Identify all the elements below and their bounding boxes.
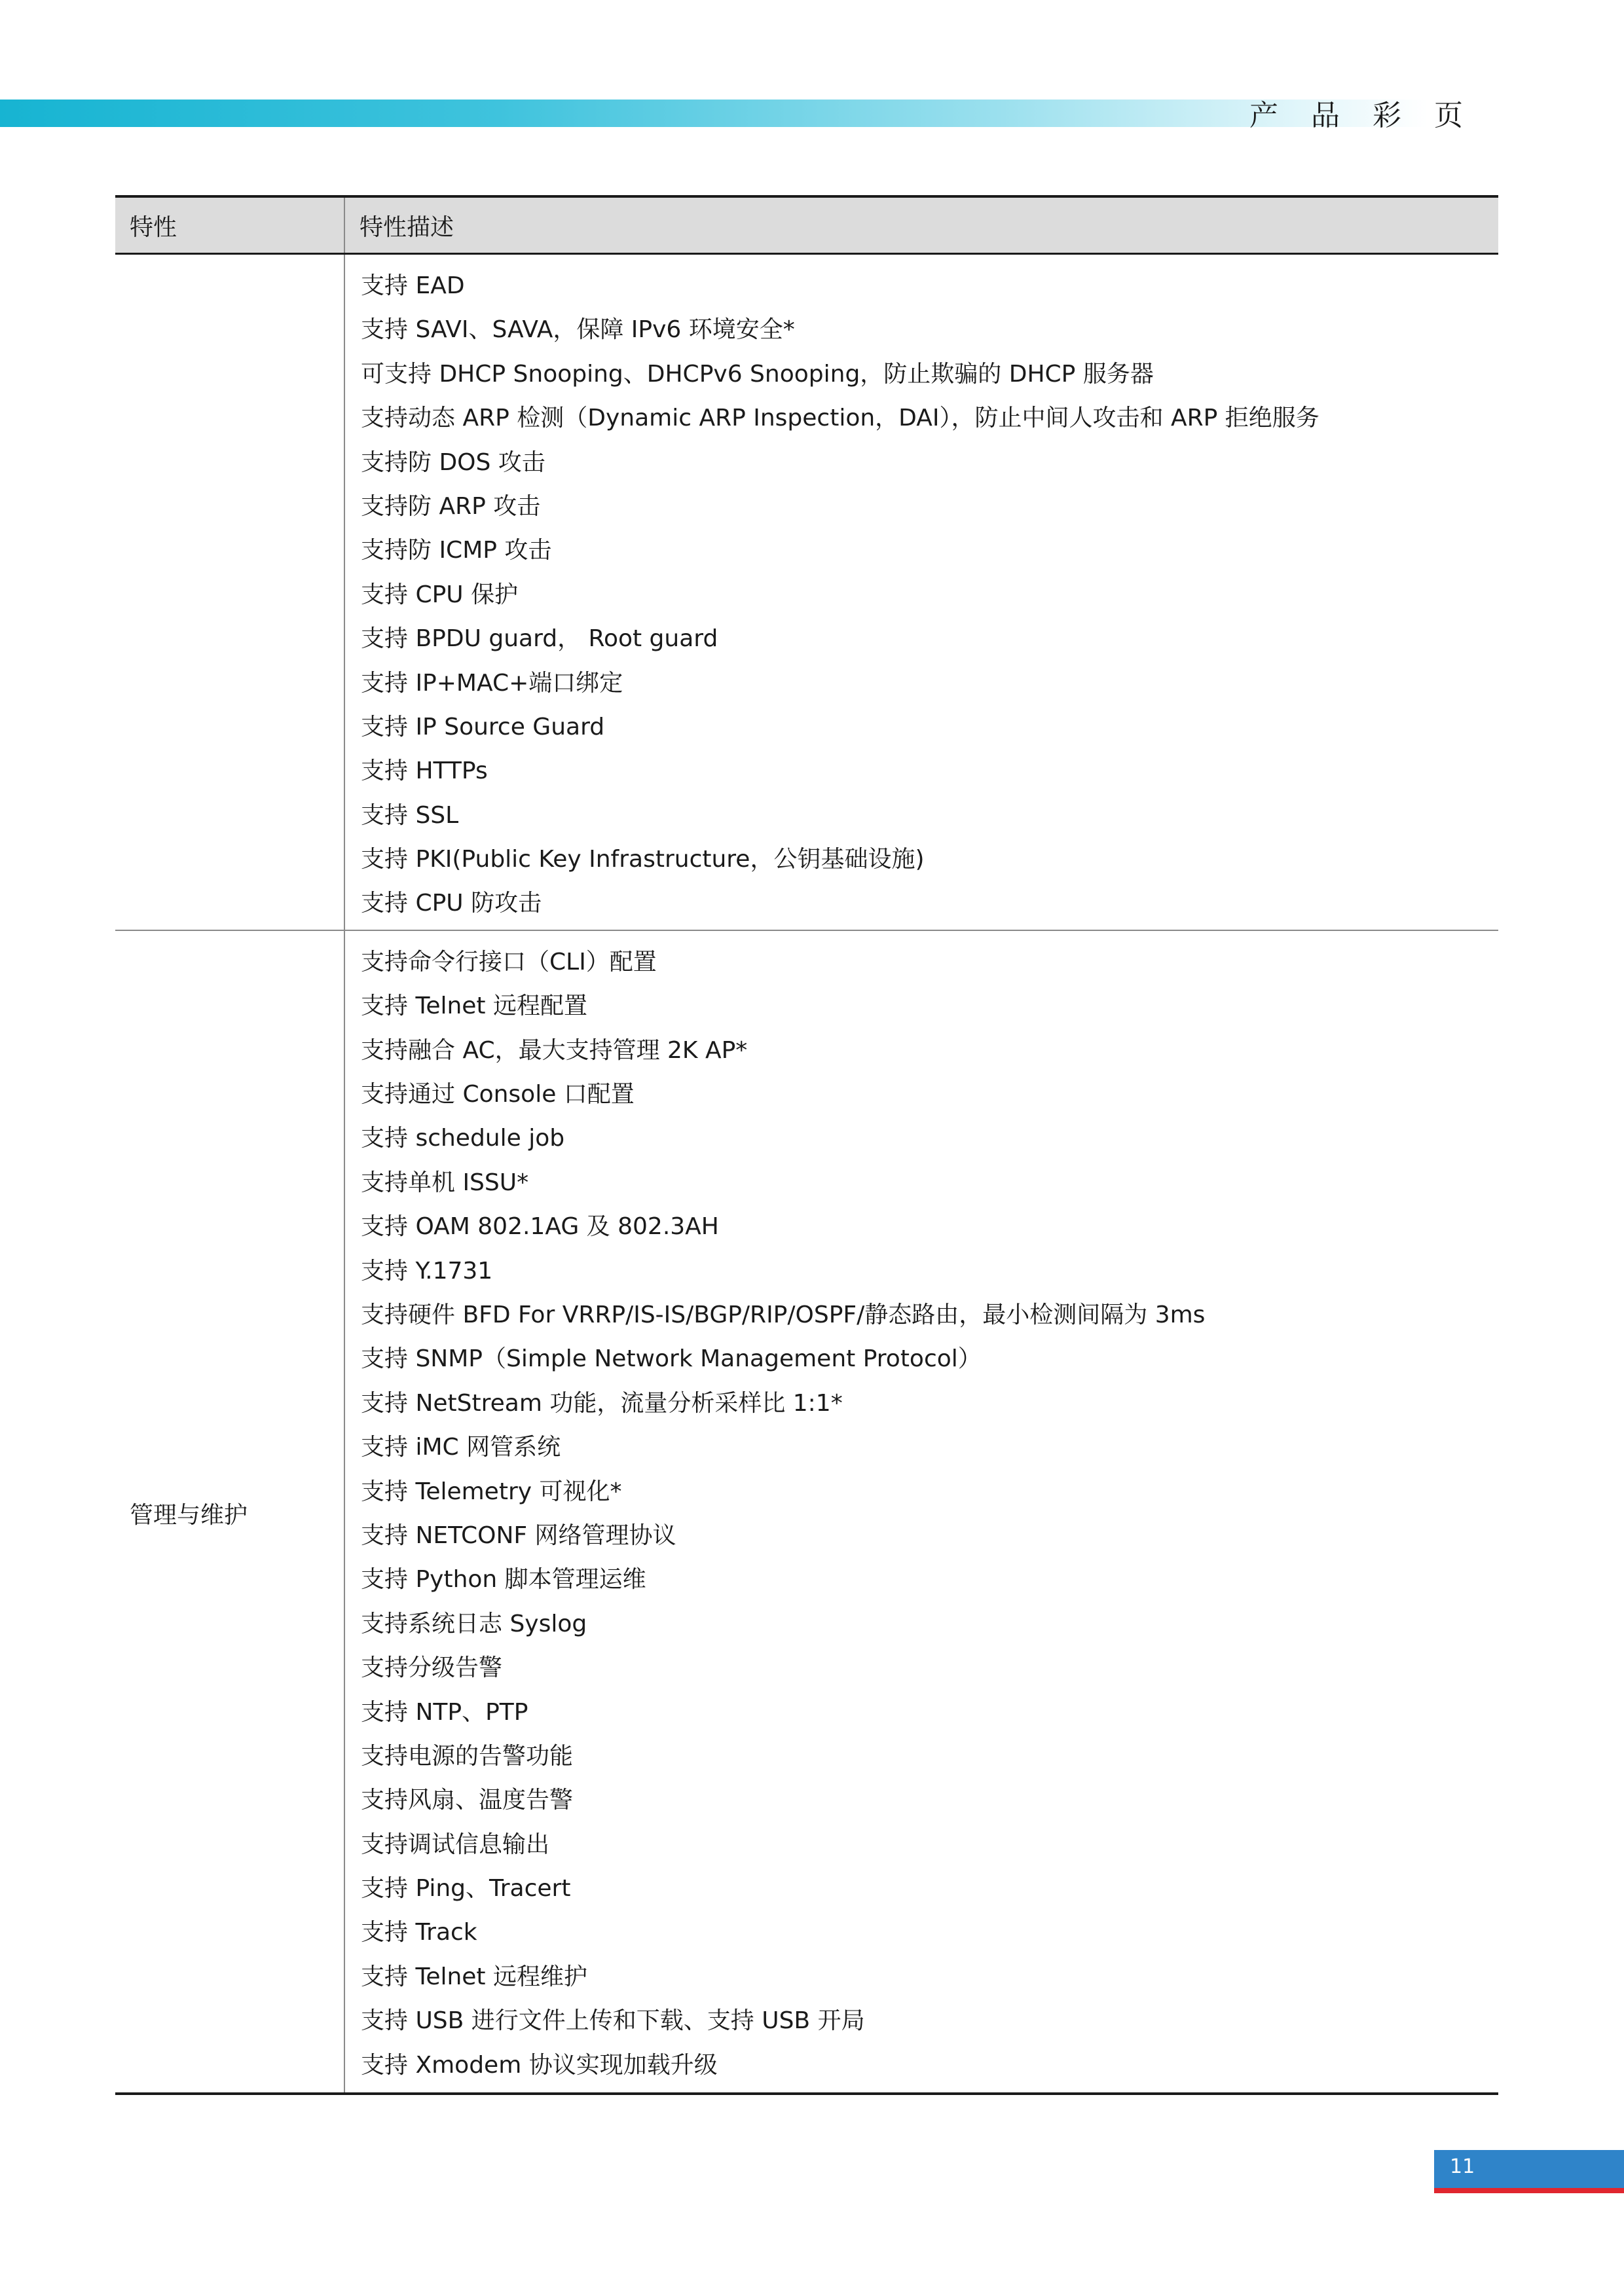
list-item: 支持动态 ARP 检测（Dynamic ARP Inspection，DAI），防止中间人攻击和 ARP 拒绝服务 [361, 405, 1320, 432]
list-item: 支持 Telemetry 可视化* [361, 1478, 622, 1505]
list-item: 支持 HTTPs [361, 757, 488, 785]
column-header-description: 特性描述 [344, 196, 1498, 254]
description-list [345, 264, 1498, 926]
list-item: 支持 IP+MAC+端口绑定 [361, 669, 623, 697]
feature-name-cell: 管理与维护 [115, 930, 344, 2094]
table-row [115, 930, 1498, 2094]
list-item: 支持命令行接口（CLI）配置 [361, 948, 657, 975]
list-item: 支持 CPU 保护 [361, 581, 519, 608]
list-item: 支持 schedule job [361, 1125, 565, 1152]
list-item: 支持硬件 BFD For VRRP/IS-IS/BGP/RIP/OSPF/静态路由，最小检测间隔为 3ms [361, 1301, 1206, 1328]
header-title: 产 品 彩 页 [1249, 99, 1475, 132]
feature-name-cell [115, 254, 344, 930]
table-row [115, 254, 1498, 930]
description-list [345, 940, 1498, 2087]
list-item: 支持调试信息输出 [361, 1831, 550, 1858]
list-item: 支持防 ICMP 攻击 [361, 537, 552, 564]
list-item: 支持通过 Console 口配置 [361, 1081, 635, 1108]
list-item: 支持 Telnet 远程配置 [361, 993, 587, 1020]
list-item: 支持 Y.1731 [361, 1257, 493, 1285]
list-item: 支持 EAD [361, 272, 465, 299]
list-item: 支持 BPDU guard， Root guard [361, 625, 718, 653]
feature-table [115, 195, 1498, 2095]
list-item: 支持 Xmodem 协议实现加载升级 [361, 2051, 718, 2079]
list-item: 支持 USB 进行文件上传和下载、支持 USB 开局 [361, 2007, 865, 2035]
list-item: 支持防 ARP 攻击 [361, 492, 541, 520]
list-item: 支持 SSL [361, 801, 459, 829]
list-item: 支持 NTP、PTP [361, 1698, 528, 1726]
page-number-accent [1434, 2188, 1624, 2193]
list-item: 支持单机 ISSU* [361, 1169, 529, 1196]
list-item: 支持 PKI(Public Key Infrastructure，公钥基础设施) [361, 846, 925, 873]
feature-description-cell [344, 254, 1498, 930]
list-item: 支持融合 AC，最大支持管理 2K AP* [361, 1036, 748, 1064]
list-item: 支持 NETCONF 网络管理协议 [361, 1522, 676, 1549]
page-number: 11 [1450, 2155, 1475, 2178]
list-item: 支持 NetStream 功能，流量分析采样比 1:1* [361, 1389, 843, 1417]
list-item: 支持 SNMP（Simple Network Management Protocol） [361, 1345, 982, 1373]
header-color-band [0, 100, 1428, 127]
list-item: 支持防 DOS 攻击 [361, 448, 545, 476]
list-item: 支持 iMC 网管系统 [361, 1434, 561, 1461]
list-item: 支持 Track [361, 1919, 477, 1946]
list-item: 支持电源的告警功能 [361, 1742, 574, 1770]
list-item: 支持 Python 脚本管理运维 [361, 1566, 646, 1594]
list-item: 支持 IP Source Guard [361, 713, 605, 740]
list-item: 支持 Telnet 远程维护 [361, 1963, 587, 1990]
table-header-row [115, 196, 1498, 254]
list-item: 支持 SAVI、SAVA，保障 IPv6 环境安全* [361, 316, 795, 344]
list-item: 可支持 DHCP Snooping、DHCPv6 Snooping，防止欺骗的 DHCP 服务器 [361, 360, 1154, 388]
list-item: 支持分级告警 [361, 1654, 503, 1682]
list-item: 支持系统日志 Syslog [361, 1610, 587, 1637]
feature-description-cell [344, 930, 1498, 2094]
list-item: 支持 CPU 防攻击 [361, 890, 542, 917]
list-item: 支持风扇、温度告警 [361, 1787, 574, 1814]
list-item: 支持 Ping、Tracert [361, 1875, 571, 1903]
column-header-feature: 特性 [115, 196, 344, 254]
list-item: 支持 OAM 802.1AG 及 802.3AH [361, 1213, 719, 1241]
